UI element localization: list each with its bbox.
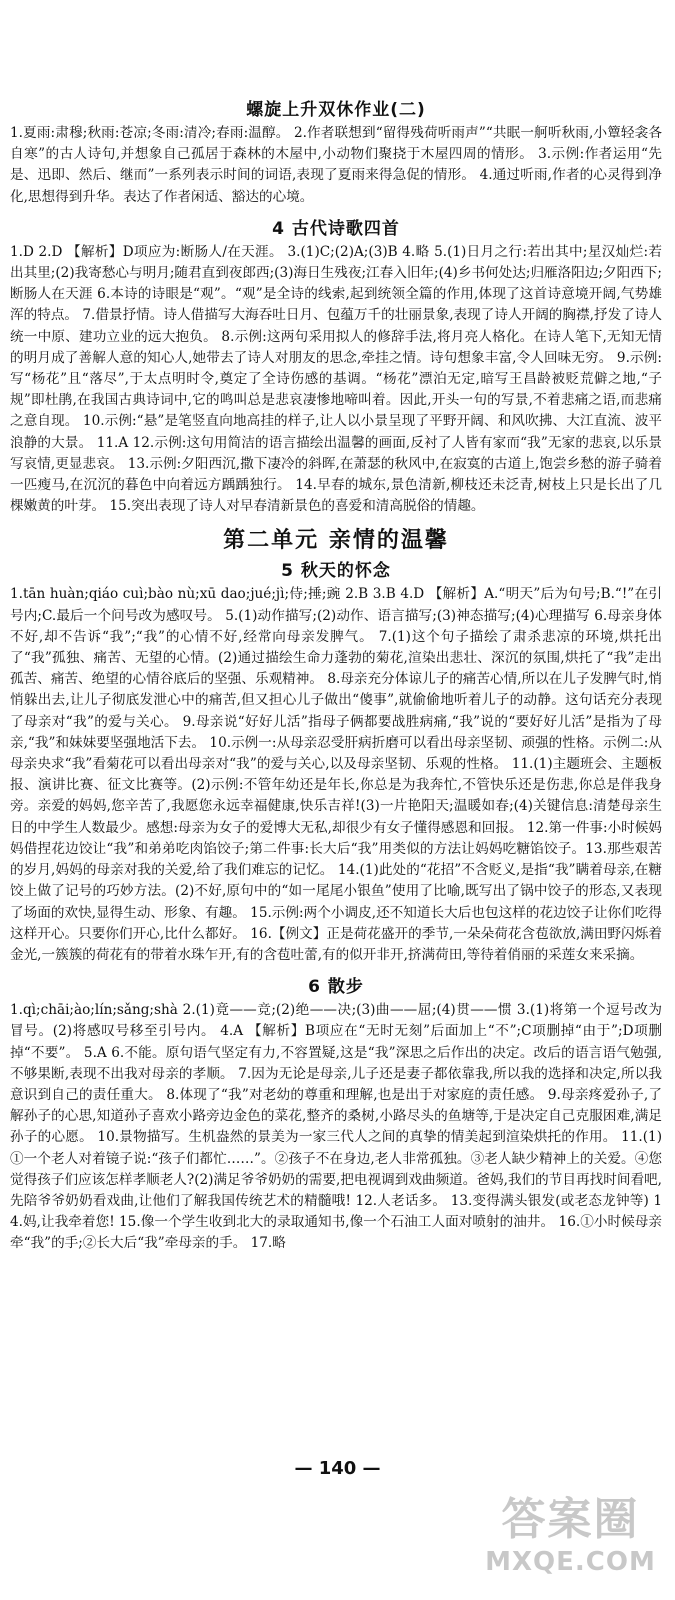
section-body: 1.qì;chāi;ào;lín;sǎng;shà 2.(1)竟——竞;(2)绝——决;(3)曲——屈;(4)贯——惯 3.(1)将第一个逗号改为冒号。(2)将感叹号移至引号内。 4.A 【解析】B项应在“无时无刻”后面加上“不”;C项删掉“由于”;D项删掉“不要”。 5.A 6.不能。原句语气坚定有力,不容置疑,这是“我”深思之后作出的决定。改后的语言语气勉强,不够果断,表现不出我对母亲的孝顺。 7.因为无论是母亲,儿子还是妻子都依靠我,所以我的选择和决定,所以我意识到自己的责任重大。 8.体现了“我”对老幼的尊重和理解,也是出于对家庭的责任感。 9.母亲疼爱孙子,了解孙子的心思,知道孙子喜欢小路旁边金色的菜花,整齐的桑树,小路尽头的鱼塘等,于是决定自己克服困难,满足孙子的心愿。 10.景物描写。生机盎然的景美为一家三代人之间的真挚的情美起到渲染烘托的作用。 11.(1)①一个老人对着镜子说:“孩子们都忙……”。②孩子不在身边,老人非常孤独。③老人缺少精神上的关爱。④您觉得孩子们应该怎样孝顺老人?(2)满足爷爷奶奶的需要,把电视调到戏曲频道。爸妈,我们的节目再找时间看吧,先陪爷爷奶奶看戏曲,让他们了解我国传统艺术的精髓哦! 12.人老话多。 13.变得满头银发(或老态龙钟等) 14.妈,让我牵着您! 15.像一个学生收到北大的录取通知书,像一个石油工人面对喷射的油井。 16.①小时候母亲牵“我”的手;②长大后“我”牵母亲的手。 17.略	[10, 1002, 662, 1252]
section-body: 1.tān huàn;qiáo cuì;bào nù;xū dao;jué;jì;侍;捶;豌 2.B 3.B 4.D 【解析】A.“明天”后为句号;B.“!”在引号内;C.最后一个问号改为感叹号。 5.(1)动作描写;(2)动作、语言描写;(3)神态描写;(4)心理描写 6.母亲身体不好,却不告诉“我”;“我”的心情不好,经常向母亲发脾气。 7.(1)这个句子描绘了肃杀悲凉的环境,烘托出了“我”孤独、痛苦、无望的心情。(2)通过描绘生命力蓬勃的菊花,渲染出悲壮、深沉的氛围,烘托了“我”走出孤苦、痛苦、绝望的心情谷底后的坚强、乐观精神。 8.母亲充分体谅儿子的痛苦心情,所以在儿子发脾气时,悄悄躲出去,让儿子彻底发泄心中的痛苦,但又担心儿子做出“傻事”,就偷偷地听着儿子的动静。这句话充分表现了母亲对“我”的爱与关心。 9.母亲说“好好儿活”指母子俩都要战胜病痛,“我”说的“要好好儿活”是指为了母亲,“我”和妹妹要坚强地活下去。 10.示例一:从母亲忍受肝病折磨可以看出母亲坚韧、顽强的性格。示例二:从母亲央求“我”看菊花可以看出母亲对“我”的爱与关心,以及母亲坚韧、乐观的性格。 11.(1)主题班会、主题板报、演讲比赛、征文比赛等。(2)示例:不管年幼还是年长,你总是为我奔忙,不管快乐还是伤悲,你总是伴我身旁。亲爱的妈妈,您辛苦了,我愿您永远幸福健康,快乐吉祥!(3)一片艳阳天;温暖如春;(4)关键信息:清楚母亲生日的中学生人数最少。感想:母亲为女子的爱博大无私,却很少有女子懂得感恩和回报。 12.第一件事:小时候妈妈借捏花边饺让“我”和弟弟吃肉馅饺子;第二件事:长大后“我”用类似的方法让妈妈吃糖馅饺子。13.那些艰苦的岁月,妈妈的母亲对我的关爱,给了我们难忘的记忆。 14.(1)此处的“花招”不含贬义,是指“我”瞒着母亲,在糖饺上做了记号的巧妙方法。(2)不好,原句中的“如一尾尾小银鱼”使用了比喻,既写出了锅中饺子的形态,又表现了场面的欢快,显得生动、形象、有趣。 15.示例:两个小调皮,还不知道长大后也包这样的花边饺子让你们吃得这样开心。只要你们开心,比什么都好。 16.【例文】正是荷花盛开的季节,一朵朵荷花含苞欲放,满田野闪烁着金光,一簇簇的荷花有的带着水珠乍开,有的含苞吐蕾,有的似开非开,挤满荷田,等待着俏丽的采莲女来采摘。	[10, 586, 662, 963]
answer-page	[10, 95, 662, 1261]
section-body: 1.夏雨:肃穆;秋雨:苍凉;冬雨:清冷;春雨:温醇。 2.作者联想到“留得残荷听雨声”“共眠一舸听秋雨,小簟轻衾各自寒”的古人诗句,并想象自己孤居于森林的木屋中,小动物们聚挠于木屋四周的情形。 3.示例:作者运用“先是、迅即、然后、继而”一系列表示时间的词语,表现了夏雨来得急促的情形。 4.通过听雨,作者的心灵得到净化,思想得到升华。表达了作者闲适、豁达的心境。	[10, 125, 662, 205]
section-title: 4 古代诗歌四首	[272, 218, 400, 239]
section-body: 1.D 2.D 【解析】D项应为:断肠人/在天涯。 3.(1)C;(2)A;(3)B 4.略 5.(1)日月之行:若出其中;星汉灿烂:若出其里;(2)我寄愁心与明月;随君直到夜郎西;(3)海日生残夜;江春入旧年;(4)乡书何处达;归雁洛阳边;夕阳西下;断肠人在天涯 6.本诗的诗眼是“观”。“观”是全诗的线索,起到统领全篇的作用,体现了这首诗意境开阔,气势雄浑的特点。 7.借景抒情。诗人借描写大海吞吐日月、包蕴万千的壮丽景象,表现了诗人开阔的胸襟,抒发了诗人统一中原、建功立业的远大抱负。 8.示例:这两句采用拟人的修辞手法,将月亮人格化。在诗人笔下,无知无情的明月成了善解人意的知心人,她带去了诗人对朋友的思念,牵挂之情。诗句想象丰富,令人回味无穷。 9.示例:写“杨花”且“落尽”,于太点明时令,奠定了全诗伤感的基调。“杨花”漂泊无定,暗写王昌龄被贬荒僻之地,“子规”即杜鹃,在我国古典诗词中,它的鸣叫总是悲哀凄惨地啼叫着。因此,开头一句的写景,不着悲痛之语,而悲痛之意自现。 10.示例:“悬”是笔竖直向地高挂的样子,让人以小景呈现了平野开阔、和风吹拂、大江直流、波平浪静的大景。 11.A 12.示例:这句用简洁的语言描绘出温馨的画面,反衬了人皆有家而“我”无家的悲哀,以乐景写哀情,更显悲哀。 13.示例:夕阳西沉,撒下凄冷的斜晖,在萧瑟的秋风中,在寂寞的古道上,饱尝乡愁的游子骑着一匹瘦马,在沉沉的暮色中向着远方踽踽独行。 14.早春的城东,景色清新,柳枝还未泛青,树枝上只是长出了几棵嫩黄的叶芽。 15.突出表现了诗人对早春清新景色的喜爱和清高脱俗的情趣。	[10, 243, 662, 515]
section-title: 5 秋天的怀念	[281, 561, 391, 582]
page-number: — 140 —	[294, 1458, 381, 1479]
section-title: 螺旋上升双休作业(二)	[246, 100, 426, 120]
section-title: 6 散步	[308, 977, 364, 998]
watermark-logo: 答案圈 MXQE.COM	[485, 1494, 656, 1577]
unit-title: 第二单元 亲情的温馨	[223, 528, 449, 554]
